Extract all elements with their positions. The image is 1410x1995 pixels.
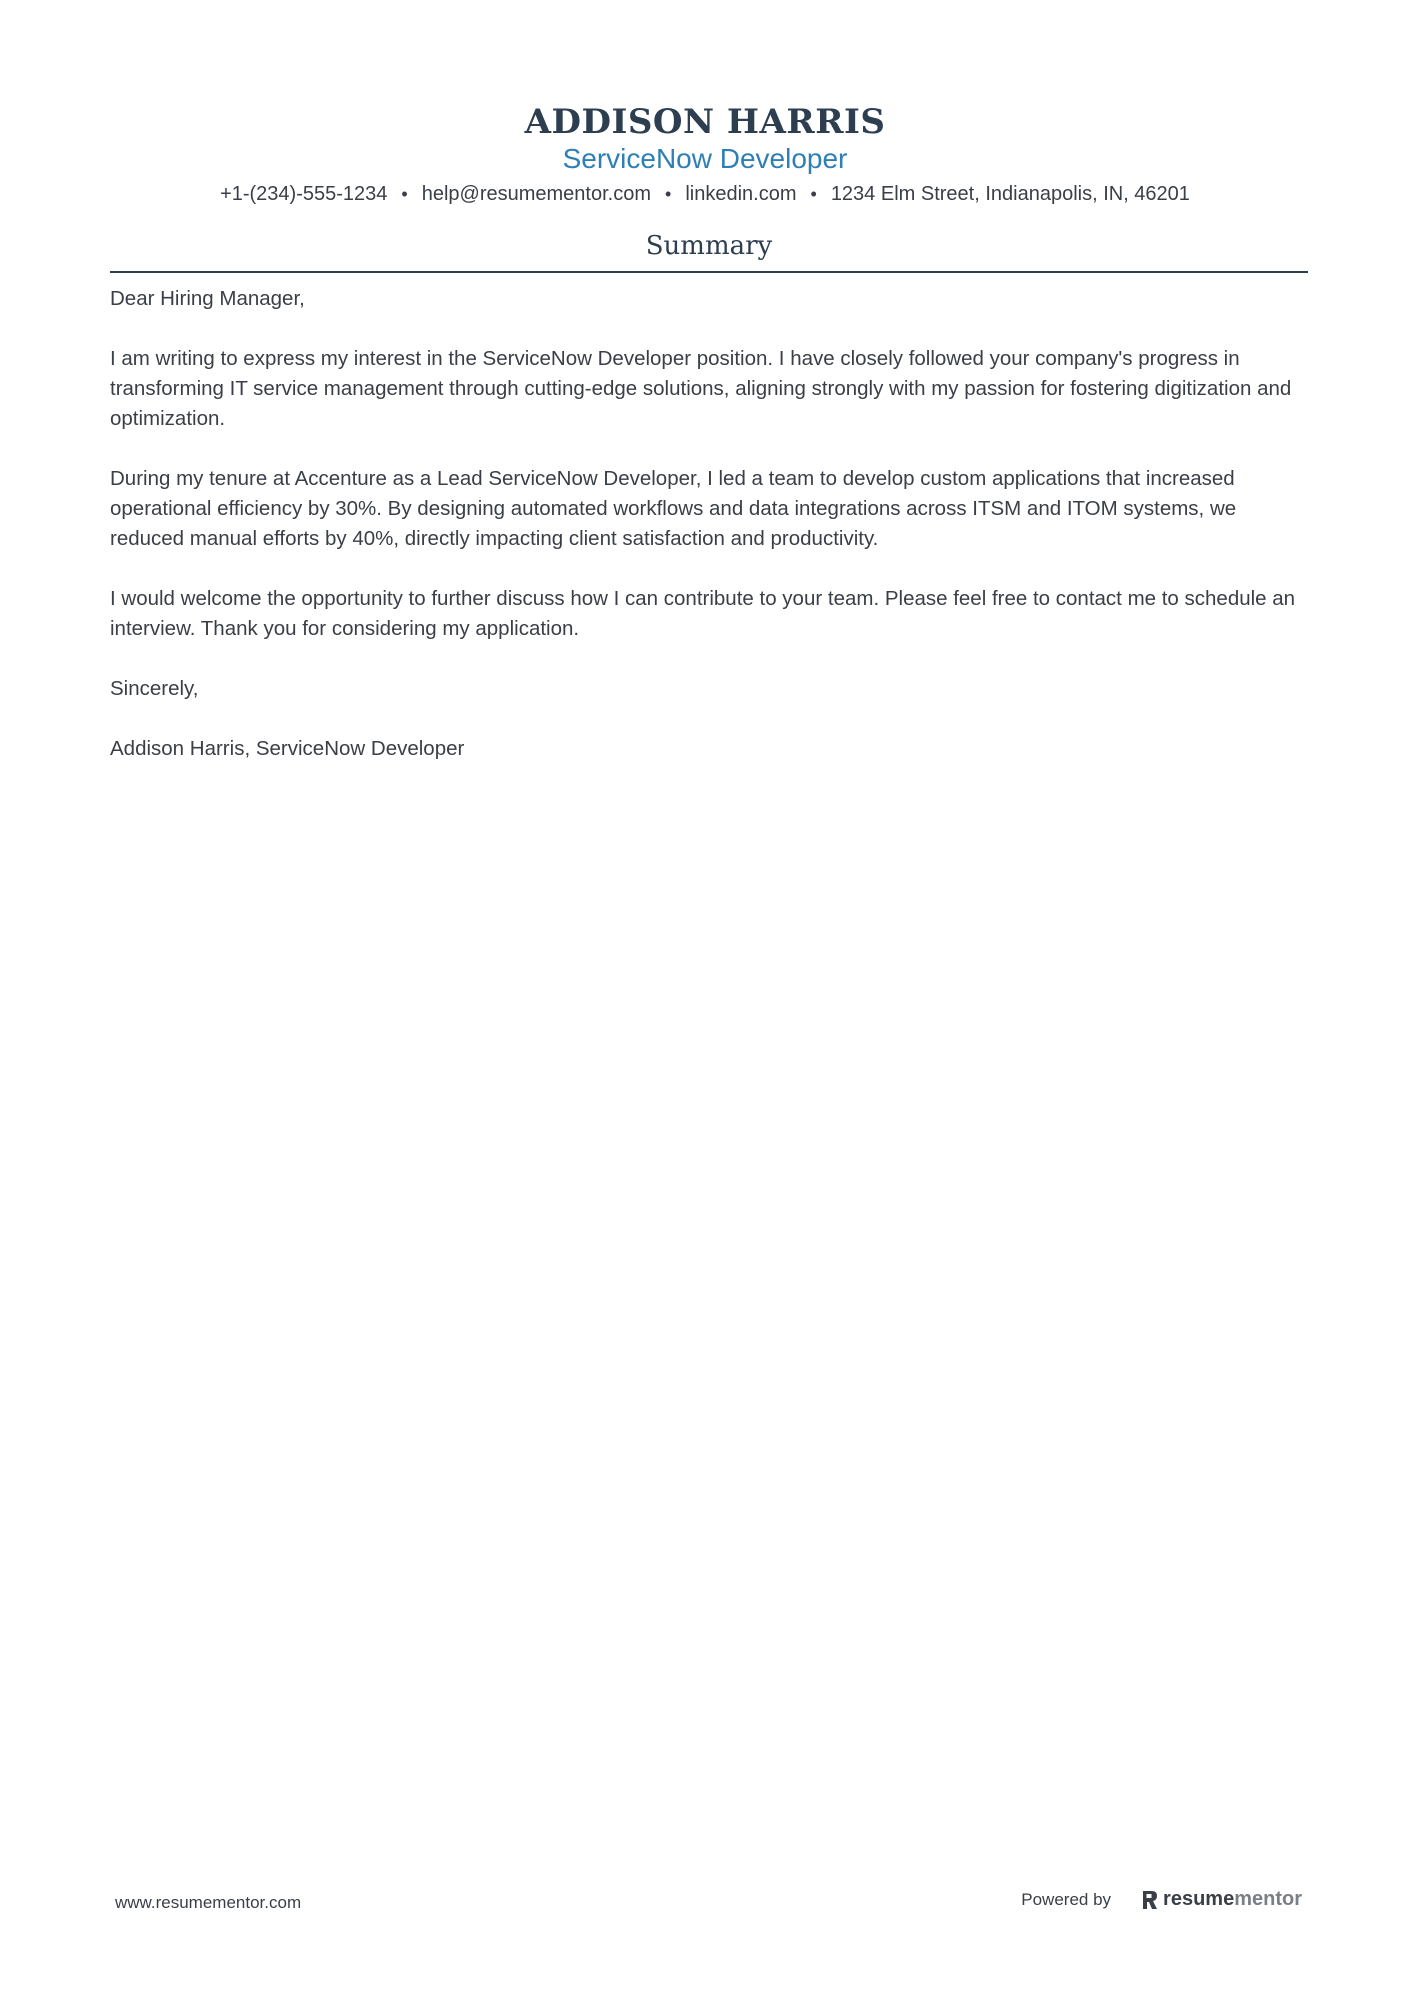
contact-phone: +1-(234)-555-1234 [220, 183, 388, 205]
letter-paragraph: I would welcome the opportunity to further discuss how I can contribute to your team. Please feel free to contact me to schedule an interview. Thank you for considering my application. [110, 587, 1296, 640]
header [0, 100, 1410, 208]
powered-by-label: Powered by [1021, 1889, 1112, 1909]
separator-dot: • [810, 184, 817, 204]
letter-greeting: Dear Hiring Manager, [110, 287, 305, 310]
letter-closing: Sincerely, [110, 677, 199, 700]
separator-dot: • [401, 184, 408, 204]
applicant-name: ADDISON HARRIS [524, 102, 886, 142]
brand-name-bold: resume [1163, 1888, 1235, 1910]
section-divider [110, 271, 1308, 273]
brand-name-light: mentor [1234, 1888, 1302, 1910]
contact-line [0, 180, 1410, 208]
resumementor-logo-icon [1141, 1889, 1159, 1911]
job-title: ServiceNow Developer [562, 143, 848, 174]
contact-linkedin[interactable]: linkedin.com [685, 183, 797, 205]
letter-paragraph: During my tenure at Accenture as a Lead ServiceNow Developer, I led a team to develop custom applications that increased operational efficiency by 30%. By designing automated workflows and data integrations across ITSM and ITOM systems, we reduced manual efforts by 40%, directly impacting client satisfaction and productivity. [110, 467, 1237, 550]
section-title: Summary [645, 231, 773, 261]
letter-signature: Addison Harris, ServiceNow Developer [110, 737, 465, 760]
separator-dot: • [665, 184, 672, 204]
letter-body [110, 284, 1308, 794]
contact-email[interactable]: help@resumementor.com [421, 183, 652, 205]
letter-paragraph: I am writing to express my interest in the ServiceNow Developer position. I have closely followed your company's progress in transforming IT service management through cutting-edge solutions, aligning strongly with my passion for fostering digitization and optimization. [110, 347, 1292, 430]
contact-address: 1234 Elm Street, Indianapolis, IN, 46201 [830, 183, 1190, 205]
brand-logo[interactable] [1141, 1888, 1302, 1911]
footer-branding [1021, 1888, 1302, 1911]
footer-website[interactable]: www.resumementor.com [115, 1893, 302, 1912]
